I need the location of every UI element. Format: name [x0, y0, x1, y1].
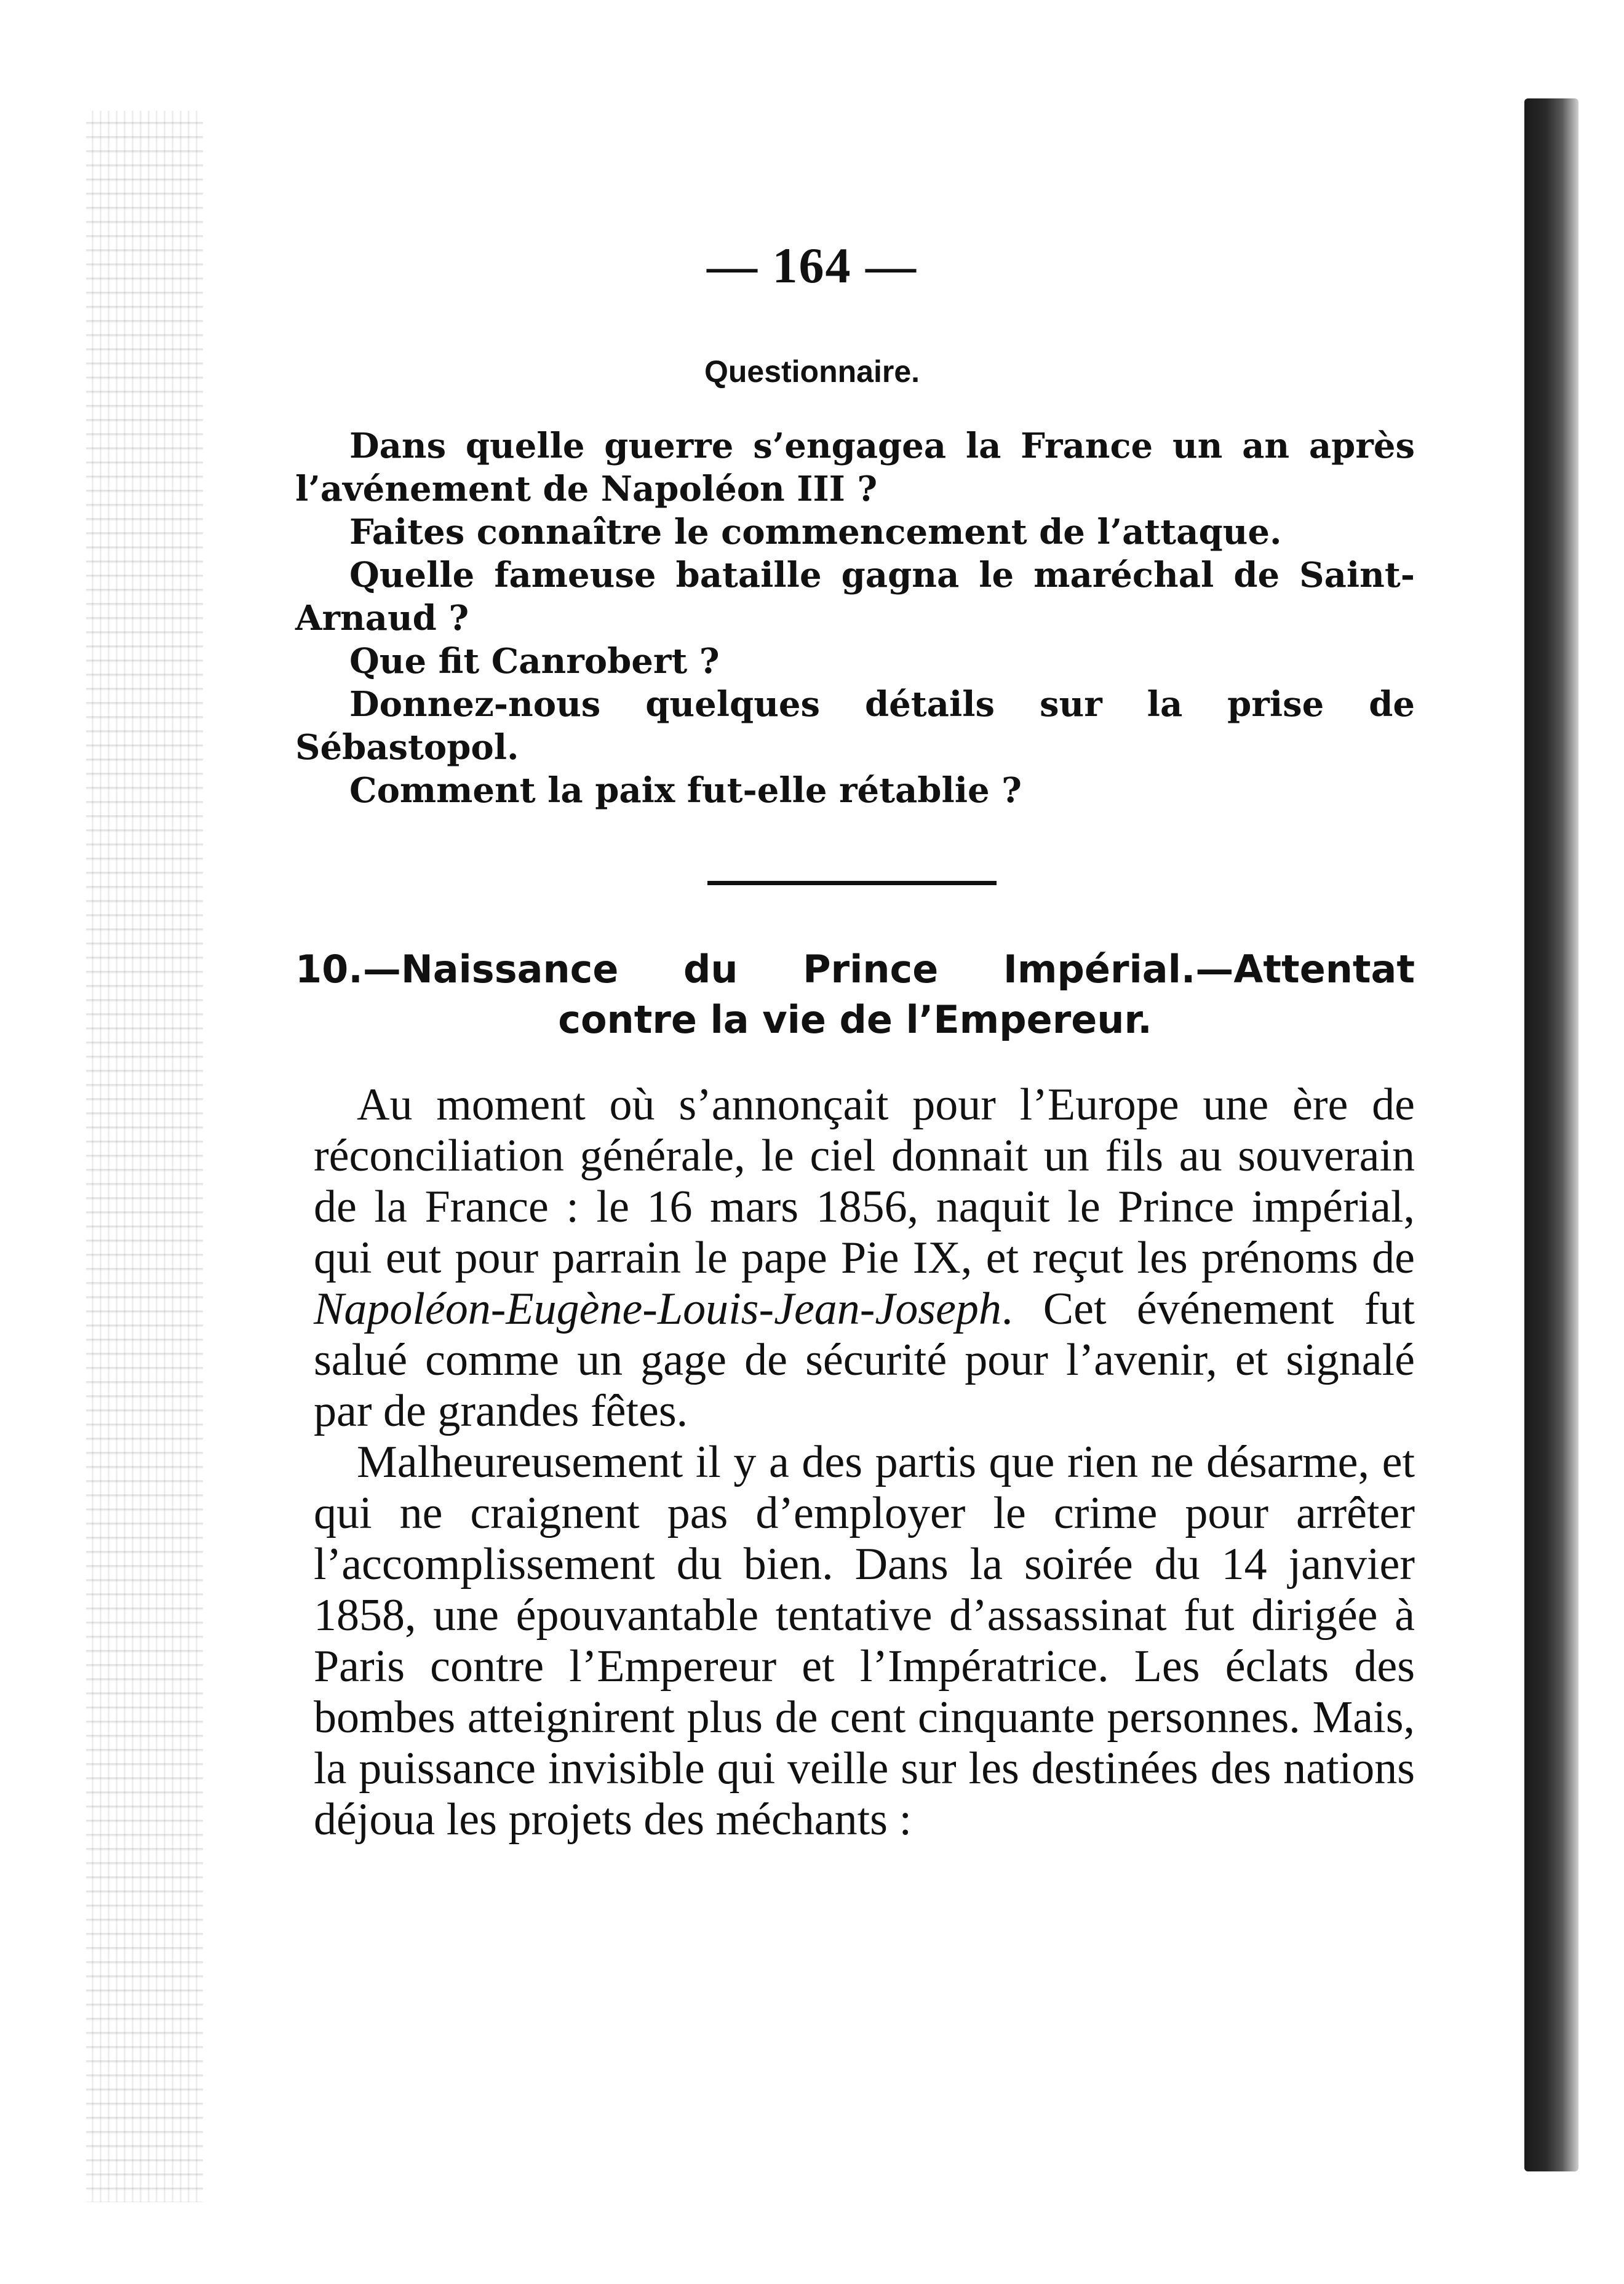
- paragraph-1-end: . Cet événement fut salué comme un gage de sécurité pour l’avenir, et signalé par de grandes fêtes.: [314, 1284, 1415, 1436]
- paragraph-1: [314, 1080, 1415, 1437]
- question-3: Quelle fameuse bataille gagna le maréchal de Saint-Arnaud ?: [295, 555, 1415, 639]
- question-1: Dans quelle guerre s’engagea la France un an après l’avénement de Napoléon III ?: [295, 426, 1415, 509]
- question-4: Que fit Canrobert ?: [349, 641, 720, 682]
- binding-edge: [86, 111, 203, 2202]
- question-6: Comment la paix fut-elle rétablie ?: [349, 770, 1022, 811]
- paragraph-1-start: Au moment où s’annonçait pour l’Europe une ère de réconciliation générale, le ciel donnait un fils au souverain de la France : le 16 mars 1856, naquit le Prince impérial, qui eut pour parrain le pape Pie IX, et reçut les prénoms de: [314, 1080, 1415, 1283]
- section-divider: [707, 881, 997, 885]
- section-title-line-2: contre la vie de l’Empereur.: [558, 997, 1152, 1042]
- section-title-line-1: 10.—Naissance du Prince Impérial.—Attentat: [295, 947, 1415, 992]
- prince-names: Napoléon-Eugène-Louis-Jean-Joseph: [314, 1284, 1001, 1334]
- questionnaire-list: [295, 424, 1415, 812]
- question-2: Faites connaître le commencement de l’attaque.: [349, 512, 1282, 552]
- page-edge-shadow: [1524, 98, 1578, 2171]
- section-title: [295, 944, 1415, 1045]
- page-number: — 164 —: [707, 237, 917, 293]
- question-5: Donnez-nous quelques détails sur la prise de Sébastopol.: [295, 684, 1415, 768]
- questionnaire-heading: Questionnaire.: [704, 354, 920, 389]
- body-text: [314, 1080, 1415, 1845]
- paragraph-2: Malheureusement il y a des partis que rien ne désarme, et qui ne craignent pas d’employer le crime pour arrêter l’accomplissement du bien. Dans la soirée du 14 janvier 1858, une épouvantable tentative d’assassinat fut dirigée à Paris contre l’Empereur et l’Impératrice. Les éclats des bombes atteignirent plus de cent cinquante personnes. Mais, la puissance invisible qui veille sur les destinées des nations déjoua les projets des méchants :: [314, 1437, 1415, 1845]
